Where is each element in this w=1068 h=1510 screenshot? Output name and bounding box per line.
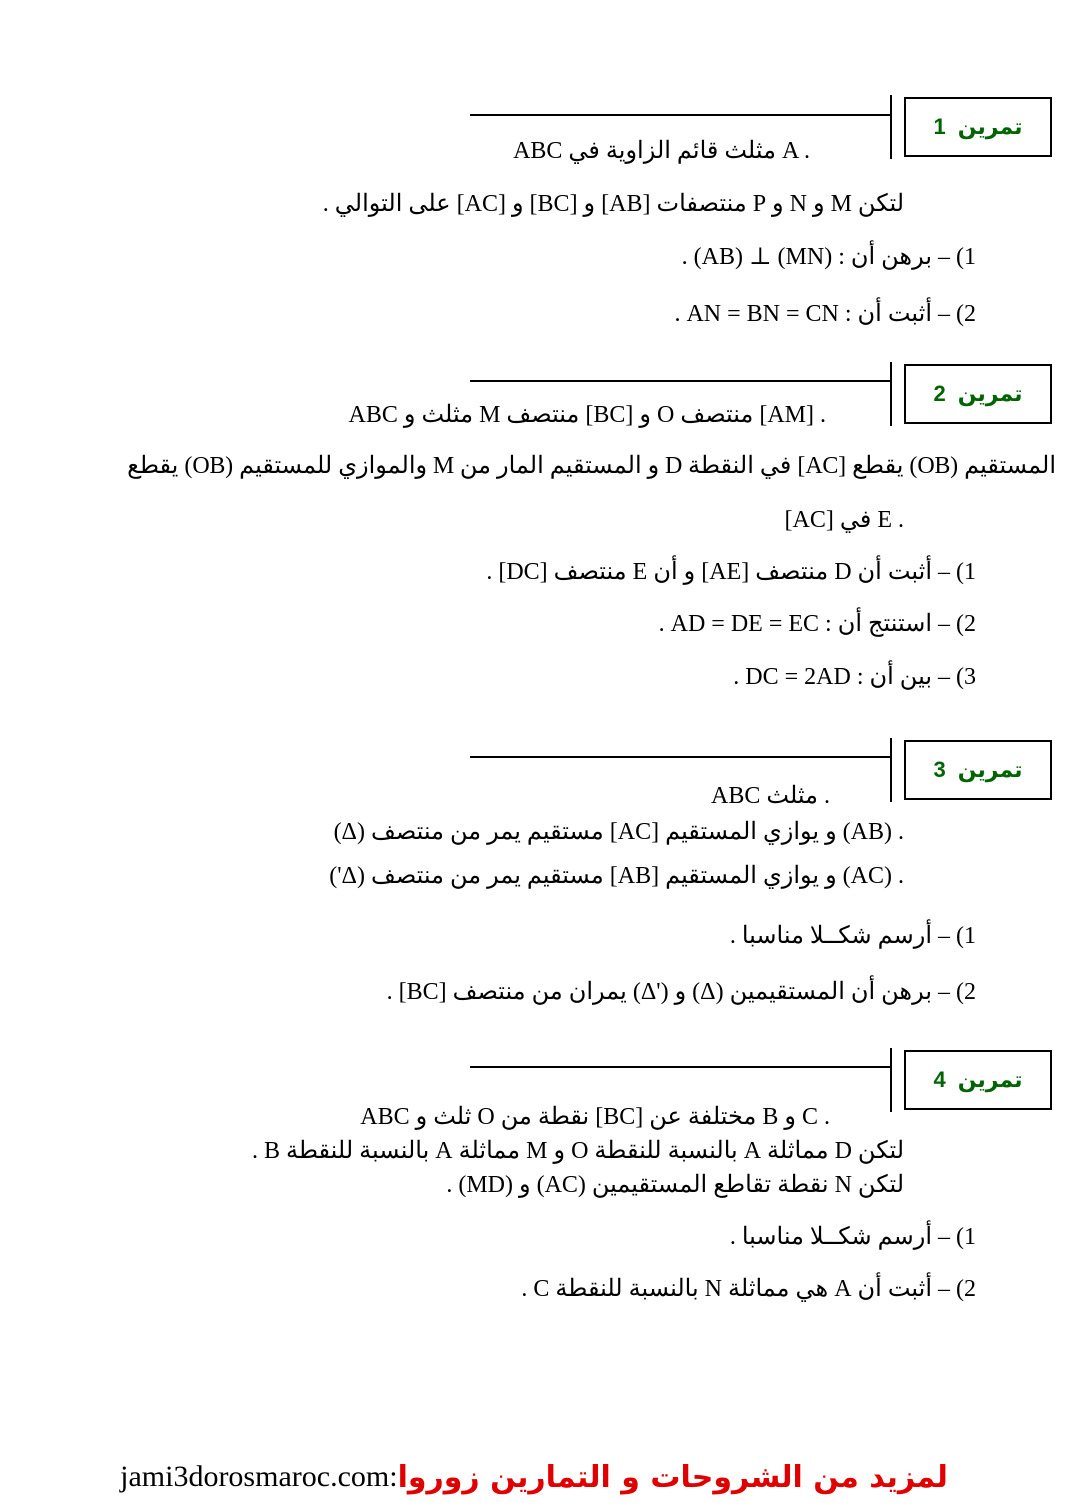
- exercise-3-line-1: ABC مثلث .: [711, 783, 830, 809]
- exercise-4-q2: 2) – أثبت أن A هي مماثلة N بالنسبة للنقطة C .: [521, 1276, 976, 1302]
- exercise-2-header: [904, 364, 1052, 424]
- footer-banner: [0, 1452, 1068, 1502]
- footer-ad-text: لمزيد من الشروحات و التمارين زوروا: [397, 1459, 948, 1495]
- exercise-3-number: 3: [933, 757, 946, 782]
- exercise-3-label: تمرين: [957, 757, 1023, 782]
- exercise-2-label: تمرين: [957, 381, 1023, 406]
- exercise-1-q1: 1) – برهن أن : (MN) ⊥ (AB) .: [681, 244, 976, 270]
- exercise-2-q3: 3) – بين أن : DC = 2AD .: [733, 664, 976, 690]
- exercise-1-line-2: لتكن M و N و P منتصفات [AB] و [BC] و [AC] على التوالي .: [322, 191, 904, 217]
- exercise-1-label: تمرين: [957, 114, 1023, 139]
- exercise-4-q1: 1) – أرسم شكــلا مناسبا .: [729, 1224, 976, 1250]
- exercise-1-bar: [890, 95, 892, 159]
- exercise-3-rule: [470, 756, 890, 758]
- exercise-4-line-3: لتكن N نقطة تقاطع المستقيمين (AC) و (MD) .: [446, 1172, 904, 1198]
- exercise-3-q2: 2) – برهن أن المستقيمين (Δ) و ('Δ) يمران من منتصف [BC] .: [386, 979, 976, 1005]
- exercise-4-line-1: ABC ثلث و O نقطة من [BC] مختلفة عن B و C .: [360, 1104, 830, 1130]
- exercise-2-bar: [890, 362, 892, 426]
- exercise-2-rule: [470, 380, 890, 382]
- exercise-3-line-3: ('Δ) مستقيم يمر من منتصف [AB] و يوازي المستقيم (AC) .: [329, 863, 904, 889]
- exercise-2-number: 2: [933, 381, 946, 406]
- exercise-2-q1: 1) – أثبت أن D منتصف [AE] و أن E منتصف [DC] .: [486, 559, 976, 585]
- exercise-4-number: 4: [933, 1067, 946, 1092]
- exercise-2-q2: 2) – استنتج أن : AD = DE = EC .: [658, 611, 976, 637]
- exercise-2-line-2: المستقيم (OB) يقطع [AC] في النقطة D و المستقيم المار من M والموازي للمستقيم (OB) يقطع: [127, 453, 1056, 479]
- exercise-1-header: [904, 97, 1052, 157]
- exercise-1-q2: 2) – أثبت أن : AN = BN = CN .: [674, 301, 976, 327]
- exercise-4-line-2: لتكن D مماثلة A بالنسبة للنقطة O و M مماثلة A بالنسبة للنقطة B .: [251, 1138, 904, 1164]
- exercise-1-line-1: ABC مثلث قائم الزاوية في A .: [513, 138, 810, 164]
- exercise-1-rule: [470, 114, 890, 116]
- exercise-1-number: 1: [933, 114, 946, 139]
- exercise-4-label: تمرين: [957, 1067, 1023, 1092]
- exercise-4-rule: [470, 1066, 890, 1068]
- exercise-4-header: [904, 1050, 1052, 1110]
- exercise-4-bar: [890, 1048, 892, 1112]
- exercise-2-line-1: ABC مثلث و M منتصف [BC] و O منتصف [AM] .: [348, 402, 826, 428]
- exercise-3-bar: [890, 738, 892, 802]
- footer-site-link[interactable]: jami3dorosmaroc.com:: [120, 1460, 398, 1493]
- exercise-3-header: [904, 740, 1052, 800]
- exercise-2-line-3: [AC] في E .: [784, 507, 904, 533]
- exercise-3-line-2: (Δ) مستقيم يمر من منتصف [AC] و يوازي المستقيم (AB) .: [333, 819, 904, 845]
- exercise-3-q1: 1) – أرسم شكــلا مناسبا .: [729, 923, 976, 949]
